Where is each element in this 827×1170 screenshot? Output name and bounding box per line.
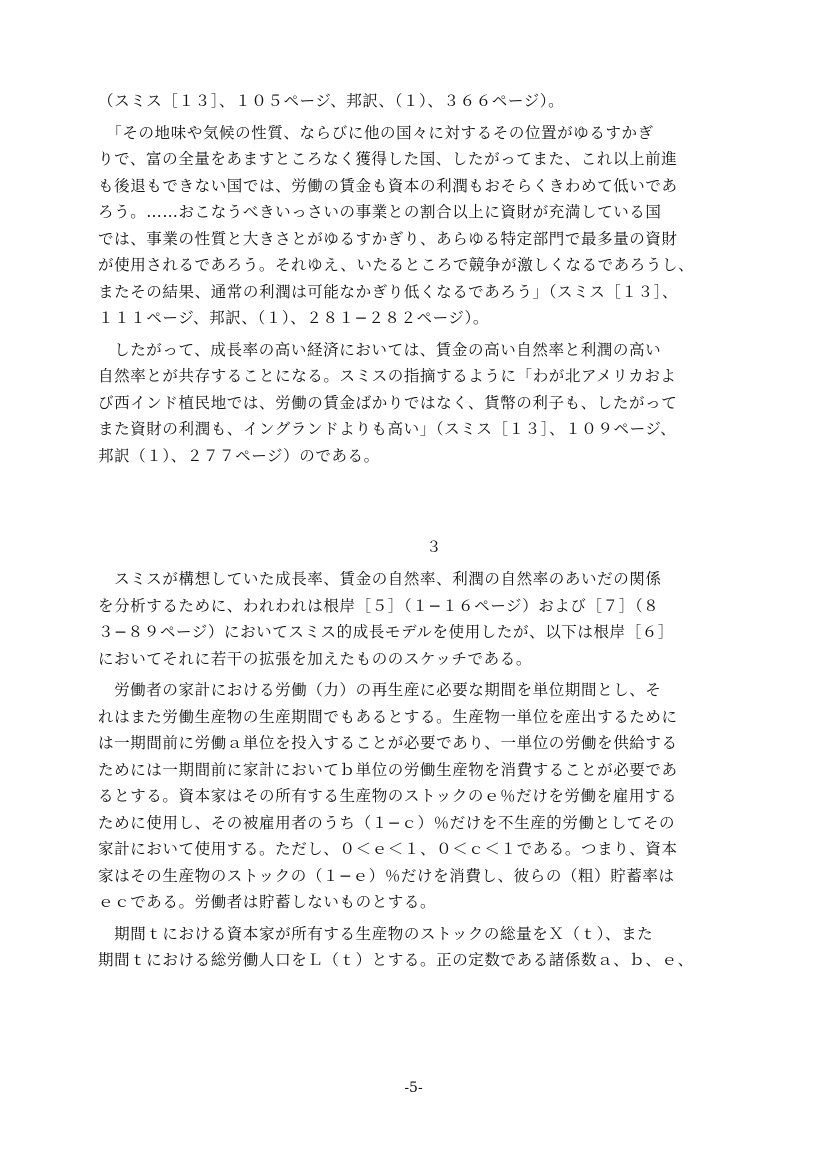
text-line: も後退もできない国では、労働の賃金も資本の利潤もおそらくきわめて低いであ [98,176,678,195]
text-section-1 [98,88,770,469]
text-line: 家はその生産物のストックの（１−ｅ）％だけを消費し、彼らの（粗）貯蓄率は [98,866,675,885]
text-line: 自然率とが共存することになる。スミスの指摘するように「わが北アメリカおよ [98,367,677,385]
text-line: したがって、成長率の高い経済においては、賃金の高い自然率と利潤の高い [98,340,662,359]
text-line: 「その地味や気候の性質、ならびに他の国々に対するその位置がゆるすかぎ [98,123,654,142]
text-section-2 [98,566,770,974]
text-line: び西インド植民地では、労働の賃金ばかりではなく、貨幣の利子も、したがって [98,393,678,412]
text-line: れはまた労働生産物の生産期間でもあるとする。生産物一単位を産出するために [98,707,678,726]
text-line: が使用されるであろう。それゆえ、いたるところで競争が激しくなるであろうし、 [98,256,695,274]
section-number: ３ [425,538,443,556]
text-line: は一期間前に労働ａ単位を投入することが必要であり、一単位の労働を供給する [98,734,678,752]
text-line: では、事業の性質と大きさとがゆるすかぎり、あらゆる特定部門で最多量の資財 [98,229,678,248]
text-line: るとする。資本家はその所有する生産物のストックのｅ％だけを労働を雇用する [98,787,678,805]
text-line: 労働者の家計における労働（力）の再生産に必要な期間を単位期間とし、そ [98,681,662,699]
section-heading [98,534,770,561]
text-line: ためには一期間前に家計においてｂ単位の労働生産物を消費することが必要であ [98,760,678,779]
text-line: 家計において使用する。ただし、０＜ｅ＜１、０＜ｃ＜１である。つまり、資本 [98,840,678,858]
text-line: ために使用し、その被雇用者のうち（１−ｃ）％だけを不生産的労働としてその [98,813,676,832]
text-line: ｅｃである。労働者は貯蓄しないものとする。 [98,893,437,911]
text-line: （スミス［１３］、１０５ページ、邦訳、（１）、３６６ページ）。 [98,92,565,110]
text-line: 期間ｔにおける総労働人口をＬ（ｔ）とする。正の定数である諸係数ａ、ｂ、ｅ、 [98,951,694,969]
text-line: またその結果、通常の利潤は可能なかぎり低くなるであろう」（スミス［１３］、 [98,282,679,301]
text-line: ろう。……おこなうべきいっさいの事業との割合以上に資財が充満している国 [98,203,662,221]
page-number: -5- [404,1080,423,1096]
text-line: １１１ページ、邦訳、（１）、２８１−２８２ページ）。 [98,309,489,327]
text-line: においてそれに若干の拡張を加えたもののスケッチである。 [98,649,532,668]
text-line: スミスが構想していた成長率、賃金の自然率、利潤の自然率のあいだの関係 [98,570,662,588]
text-line: 期間ｔにおける資本家が所有する生産物のストックの総量をＸ（ｔ）、また [98,924,654,943]
text-line: 邦訳（１）、２７７ページ）のである。 [98,446,380,465]
text-line: りで、富の全量をあますところなく獲得した国、したがってまた、これ以上前進 [98,150,678,168]
text-line: を分析するために、われわれは根岸［５］（１−１６ページ）および［７］（８ [98,596,660,615]
text-line: ３−８９ページ）においてスミス的成長モデルを使用したが、以下は根岸［６］ [98,623,675,641]
text-line: また資財の利潤も、イングランドよりも高い」（スミス［１３］、１０９ページ、 [98,420,677,438]
